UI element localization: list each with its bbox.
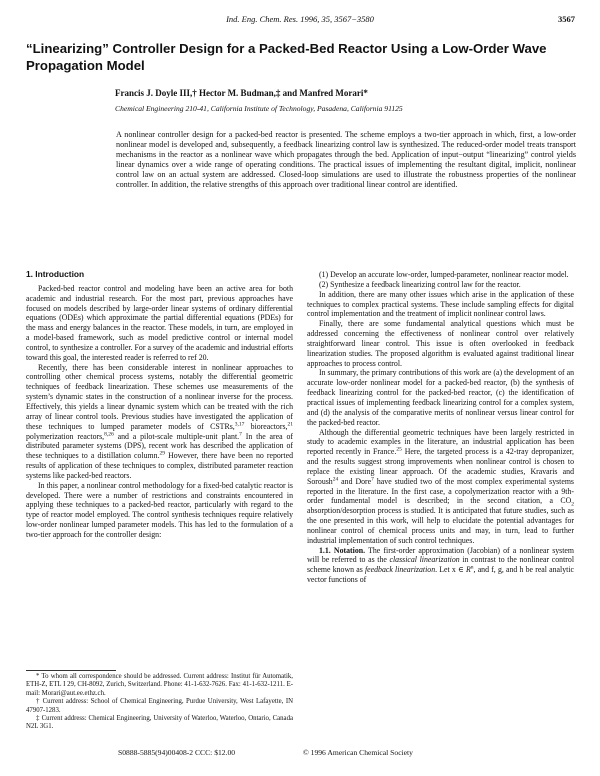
intro-paragraph-1: Packed-bed reactor control and modeling have been an active area for both academic and industrial research. For the most part, previous approaches have focused on models described by large-order linear systems of ordinary differential equations (ODEs) which approximate the partial differential equations (PDEs) for the mass and energy balances in the reactor. These models, in turn, are employed in a model-based framework, such as model predictive control or internal model control, to synthesize a controller. For a survey of the academic and industrial efforts toward this goal, the interested reader is referred to ref 20. [26,283,293,362]
paragraph-issues: In addition, there are many other issues which arise in the application of these techniques to complex practical systems. These include sampling effects for digital control implementation and the treatment of implicit nonlinear control laws. [307,289,574,319]
paragraph-notation [307,546,574,585]
running-header [0,14,600,28]
subsection-heading-notation: 1.1. Notation. [319,545,366,555]
section-heading-introduction: 1. Introduction [26,269,85,279]
affiliation: Chemical Engineering 210-41, California Institute of Technology, Pasadena, California 91125 [115,104,403,113]
intro-paragraph-3: In this paper, a nonlinear control methodology for a fixed-bed catalytic reactor is developed. There were a number of restrictions and constraints encountered in applying these techniques to a packed-bed reactor, particularly with regard to the type of reactor model employed. The control synthesis techniques require relatively low-order nonlinear lumped parameter models. This has led to the formulation of a two-tier approach for the controller design: [26,480,293,539]
citation-sup: 24 [332,476,339,483]
text-span: The first-order approximation (Jacobian) of a nonlinear system will be referred to as the [307,545,574,565]
text-span: absorption/desorption process is studied. It is anticipated that future studies, such as the one presented in this work, will help to elucidate the potential advantages for nonlinear control of chemical process units and may, in turn, lead to further industrial implementation of such control techniques. [307,506,574,545]
list-item-2: (2) Synthesize a feedback linearizing control law for the reactor. [319,279,521,289]
citation-sup: 25 [396,446,402,453]
subscript: 2 [571,501,574,508]
text-span: and a pilot-scale multiple-unit plant. [113,431,240,441]
citation-sup: 7 [371,476,374,483]
journal-citation: Ind. Eng. Chem. Res. 1996, 35, 3567−3580 [226,14,374,24]
citation-sup: 3,17 [234,421,245,428]
text-span: Recently, there has been considerable interest in nonlinear approaches to controlling other chemical process systems, notably the differential geometric techniques of feedback linearization. These schemes use measurements of the system’s dynamic states in the construction of a nonlinear inverse for the process. Effectively, this yields a linear dynamic system which can be treated with the rich array of linear control tools. Previous studies have investigated the application of these techniques to lumped parameter models of CSTRs, [26,362,293,431]
text-span: in contrast to the nonlinear control scheme known as [307,555,574,575]
text-span: Here, the targeted process is a 42-tray depropanizer, and the results suggest strong improvements when nonlinear control is chosen to replace the existing linear approach. Of the academic studies, Kravaris and Soroush [307,447,574,486]
page-number: 3567 [558,14,575,24]
right-column [307,270,574,585]
article-code: S0888-5885(94)00408-2 CCC: $12.00 [118,748,236,757]
left-column [26,270,293,540]
copyright: © 1996 American Chemical Society [303,748,413,757]
text-span: Although the differential geometric techniques have been largely restricted in study to academic examples in the literature, an industrial application has been reported recently in France. [307,427,574,457]
list-item-1: (1) Develop an accurate low-order, lumped-parameter, nonlinear reactor model. [319,270,569,279]
text-span: However, there have been no reported results of application of these techniques to complex, distributed parameter reaction systems like packed-bed reactors. [26,451,293,480]
text-span: and Dore [338,476,372,486]
emphasis: feedback linearization [364,565,436,575]
text-span: have studied two of the most complex experimental systems reported in the literature. In the first case, a copolymerization reactor with a 9th-order fundamental model is described; in the second citation, a CO [307,476,574,506]
citation-sup: 29 [159,450,166,457]
paragraph-industrial [307,428,574,546]
emphasis: classical linearization [389,555,460,565]
footnote-dagger: † Current address: School of Chemical Engineering, Purdue University, West Lafayette, IN 47907-1283. [26,698,293,714]
paragraph-summary: In summary, the primary contributions of this work are (a) the development of an accurate low-order nonlinear model for a packed-bed reactor, (b) the synthesis of feedback linearizing control for the packed-bed reactor, (c) the identification of practical issues of implementing feedback linearizing control for a complex system, and (d) the analysis of the comparative merits of nonlinear versus linear control for the packed-bed reactor. [307,368,574,427]
text-span: , and f, g, and h be real analytic vector functions of [307,565,574,585]
footnote-double-dagger: ‡ Current address: Chemical Engineering, University of Waterloo, Waterloo, Ontario, Canada N2L 3G1. [26,715,293,731]
authors: Francis J. Doyle III,† Hector M. Budman,‡ and Manfred Morari* [115,88,368,98]
citation-sup: 21 [287,421,293,428]
citation-sup: 7 [239,430,242,437]
text-span: . Let x ∈ [435,565,466,575]
text-span: bioreactors, [244,421,288,431]
text-span: In the area of distributed parameter systems (DPS), recent work has described the application of these techniques to a distillation column. [26,431,293,461]
intro-paragraph-2 [26,363,293,481]
citation-sup: 8,26 [104,430,114,437]
footnotes [26,673,293,732]
abstract: A nonlinear controller design for a packed-bed reactor is presented. The scheme employs a two-tier approach in which, first, a low-order nonlinear model is developed and, subsequently, a feedback linearizing control law is synthesized. The reduced-order model treats transport mechanisms in the reactor as a nonlinear wave which propagates through the bed. Application of input−output “linearizing” control yields linear dynamics over a wide range of operating conditions. The practical issues of implementing the resultant digital, implicit, nonlinear control law on an actual system are addressed. Closed-loop simulations are used to illustrate the robustness properties of the nonlinear controller. In addition, the relative strengths of this approach over traditional linear control are identified. [116,130,576,189]
paper-title: “Linearizing” Controller Design for a Packed-Bed Reactor Using a Low-Order Wave Propagation Model [26,41,547,73]
math-symbol: R [466,565,471,575]
math-sup: n [470,564,474,571]
footnote-rule [26,670,116,671]
footnote-correspondence: * To whom all correspondence should be addressed. Current address: Institut für Automatik, ETH-Z, ETL I 29, CH-8092, Zurich, Switzerland. Phone: 41-1-632-7626. Fax: 41-1-632-1211. E-mail: Morari@aut.ee.ethz.ch. [26,673,293,697]
paragraph-analytical: Finally, there are some fundamental analytical questions which must be addressed concerning the effectiveness of nonlinear control over relatively straightforward linear control. This issue is often overlooked in feedback linearization studies. The proposed algorithm is evaluated against traditional linear approaches to process control. [307,319,574,368]
text-span: polymerization reactors, [26,431,105,441]
